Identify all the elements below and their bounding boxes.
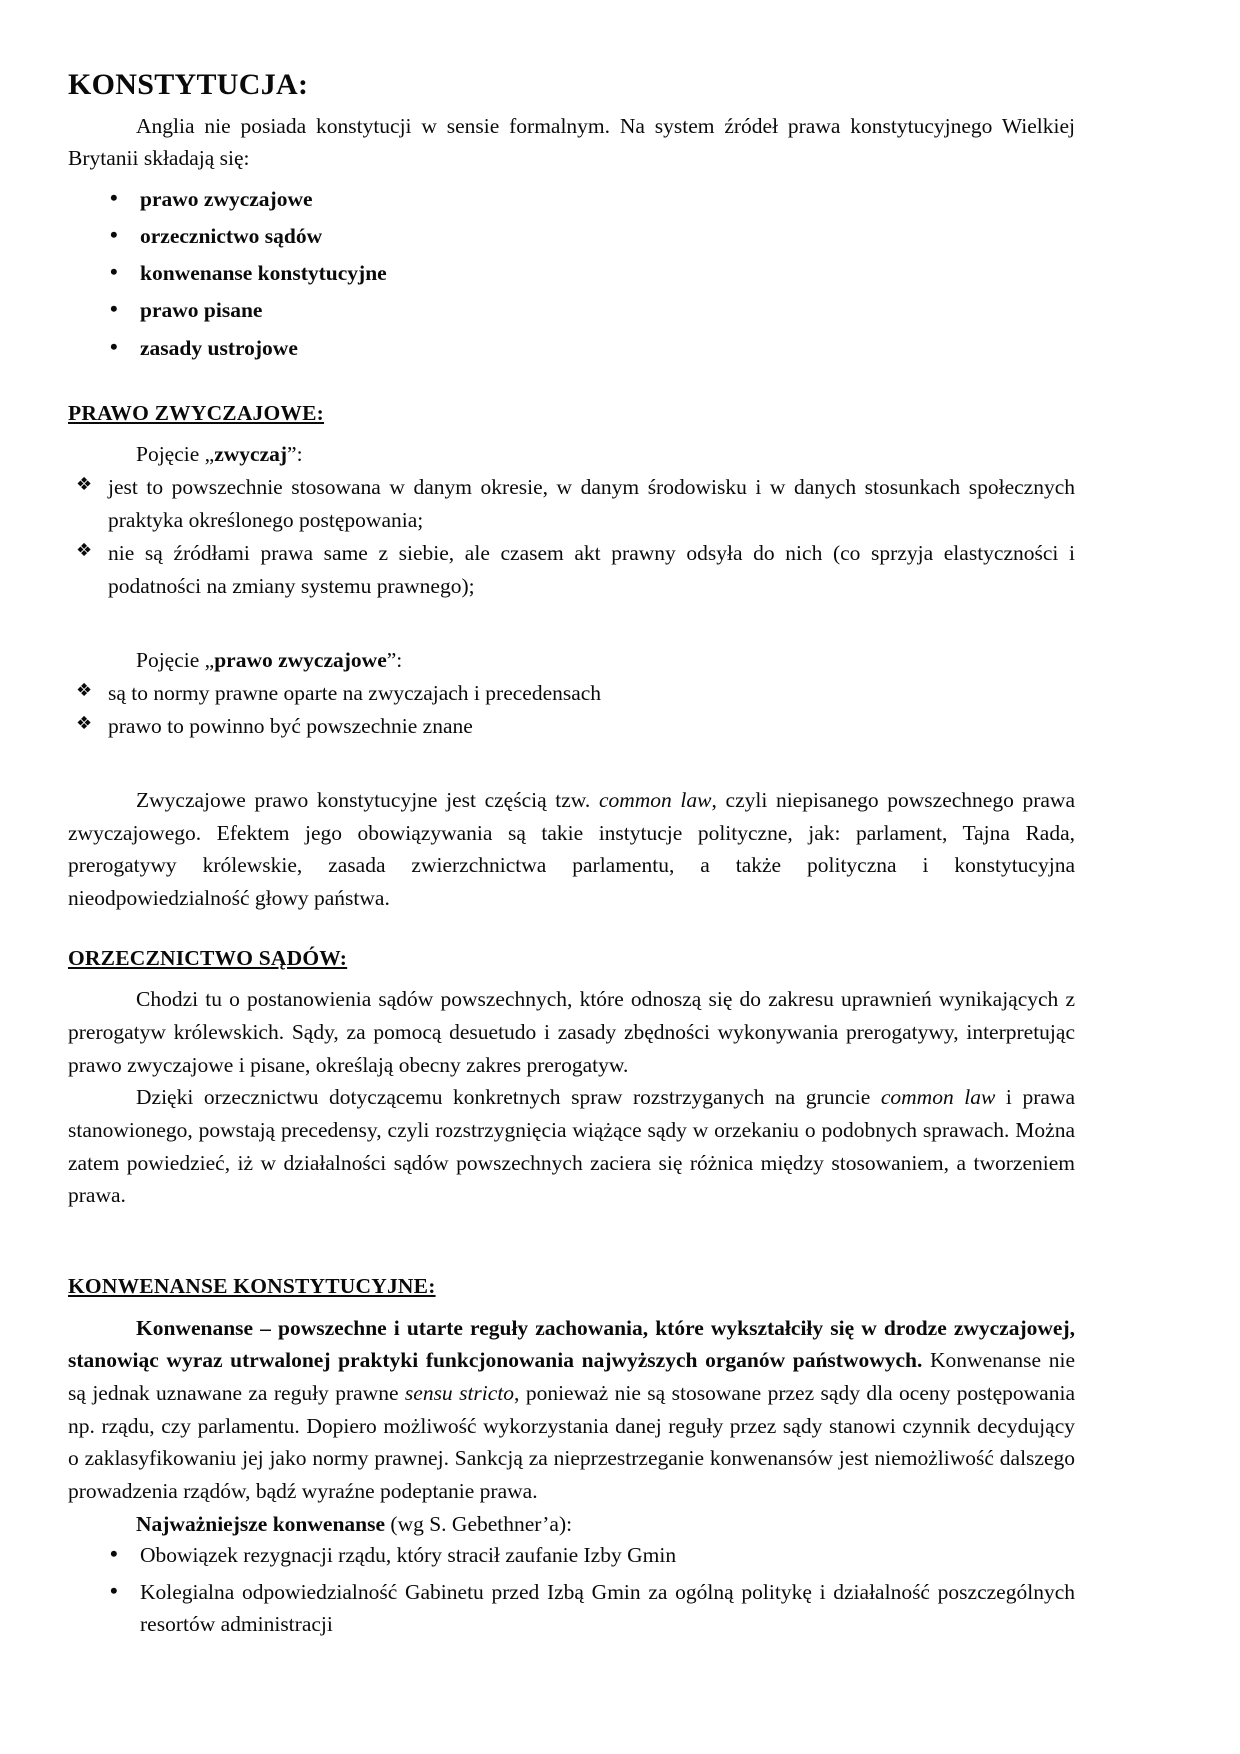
section-heading-prawo-zwyczajowe: PRAWO ZWYCZAJOWE:: [68, 400, 325, 425]
page-title: KONSTYTUCJA:: [68, 68, 309, 101]
intro-paragraph: Anglia nie posiada konstytucji w sensie formalnym. Na system źródeł prawa konstytucyjnego Wielkiej Brytanii składają się:: [68, 113, 1075, 171]
list-item: ❖ są to normy prawne oparte na zwyczajach i precedensach: [68, 677, 1075, 710]
lead-bold-term: prawo zwyczajowe: [214, 647, 387, 672]
text-run: Konwenanse nie są jednak uznawane za reguły prawne: [68, 1348, 1075, 1405]
list-item: ❖ nie są źródłami prawa same z siebie, ale czasem akt prawny odsyła do nich (co sprzyja elastyczności i podatności na zmiany systemu prawnego);: [68, 537, 1075, 602]
lead-zwyczaj: [68, 438, 1075, 471]
list-item: • zasady ustrojowe: [68, 333, 1075, 364]
text-run: Zwyczajowe prawo konstytucyjne jest częścią tzw.: [136, 787, 599, 812]
list-item: ❖ prawo to powinno być powszechnie znane: [68, 710, 1075, 743]
italic-term-common-law: common law: [598, 787, 712, 812]
list-item: • prawo zwyczajowe: [68, 184, 1075, 215]
subheading-najwazniejsze-konwenanse: [68, 1508, 1075, 1541]
subheading-rest: (wg S. Gebethner’a):: [385, 1511, 573, 1536]
bold-definition: Konwenanse – powszechne i utarte reguły zachowania, które wykształciły się w drodze zwyczajowej, stanowiąc wyraz utrwalonej praktyki funkcjonowania najwyższych organów państwowych.: [68, 1315, 1075, 1373]
paragraph-common-law: [68, 784, 1075, 915]
text-run: Dzięki orzecznictwu dotyczącemu konkretnych spraw rozstrzyganych na gruncie: [136, 1085, 881, 1110]
italic-term-common-law: common law: [880, 1085, 996, 1110]
lead-bold-term: zwyczaj: [214, 442, 288, 467]
italic-term-sensu-stricto: sensu stricto: [404, 1380, 515, 1405]
text-run: , ponieważ nie są stosowane przez sądy dla oceny postępowania np. rządu, czy parlamentu. Dopiero możliwość wykorzystania danej reguły przez sądy stanowi czynnik decydujący o zaklasyfikowaniu jej jako normy prawnej. Sankcją za nieprzestrzeganie konwenansów jest niemożliwość dalszego prowadzenia rządów, bądź wyraźne podeptanie prawa.: [68, 1380, 1075, 1503]
zwyczaj-bullets: [68, 471, 1075, 603]
lead-suffix: ”:: [386, 647, 403, 672]
lead-suffix: ”:: [287, 442, 303, 467]
list-item: • prawo pisane: [68, 295, 1075, 326]
paragraph-conventions: [68, 1312, 1075, 1508]
list-item: • Obowiązek rezygnacji rządu, który stracił zaufanie Izby Gmin: [68, 1540, 1075, 1571]
konwenanse-list: [68, 1540, 1075, 1640]
lead-prefix: Pojęcie „: [136, 442, 215, 467]
list-item: • konwenanse konstytucyjne: [68, 258, 1075, 289]
section-heading-konwenanse-konstytucyjne: KONWENANSE KONSTYTUCYJNE:: [68, 1273, 436, 1298]
list-item: • Kolegialna odpowiedzialność Gabinetu przed Izbą Gmin za ogólną politykę i działalność poszczególnych resortów administracji: [68, 1577, 1075, 1639]
paragraph-case-law-2: [68, 1081, 1075, 1212]
sources-list: [68, 184, 1075, 364]
lead-prefix: Pojęcie „: [136, 647, 215, 672]
text-run: , czyli niepisanego powszechnego prawa zwyczajowego. Efektem jego obowiązywania są takie instytucje polityczne, jak: parlament, Tajna Rada, prerogatywy królewskie, zasada zwierzchnictwa parlamentu, a także polityczna i konstytucyjna nieodpowiedzialność głowy państwa.: [68, 787, 1076, 910]
prawo-zwyczajowe-bullets: [68, 677, 1075, 743]
document-body: [68, 62, 1075, 1640]
list-item: • orzecznictwo sądów: [68, 221, 1075, 252]
paragraph-case-law-1: Chodzi tu o postanowienia sądów powszechnych, które odnoszą się do zakresu uprawnień wynikających z prerogatyw królewskich. Sądy, za pomocą desuetudo i zasady zbędności wykonywania prerogatywy, interpretując prawo zwyczajowe i pisane, określają obecny zakres prerogatyw.: [68, 987, 1075, 1077]
lead-prawo-zwyczajowe: [68, 644, 1075, 677]
list-item: ❖ jest to powszechnie stosowana w danym okresie, w danym środowisku i w danych stosunkach społecznych praktyka określonego postępowania;: [68, 471, 1075, 536]
section-heading-orzecznictwo-sadow: ORZECZNICTWO SĄDÓW:: [68, 945, 348, 970]
subheading-bold: Najważniejsze konwenanse: [136, 1511, 386, 1536]
text-run: i prawa stanowionego, powstają precedensy, czyli rozstrzygnięcia wiążące sądy w orzekaniu o podobnych sprawach. Można zatem powiedzieć, iż w działalności sądów powszechnych zaciera się różnica między stosowaniem, a tworzeniem prawa.: [68, 1085, 1075, 1208]
